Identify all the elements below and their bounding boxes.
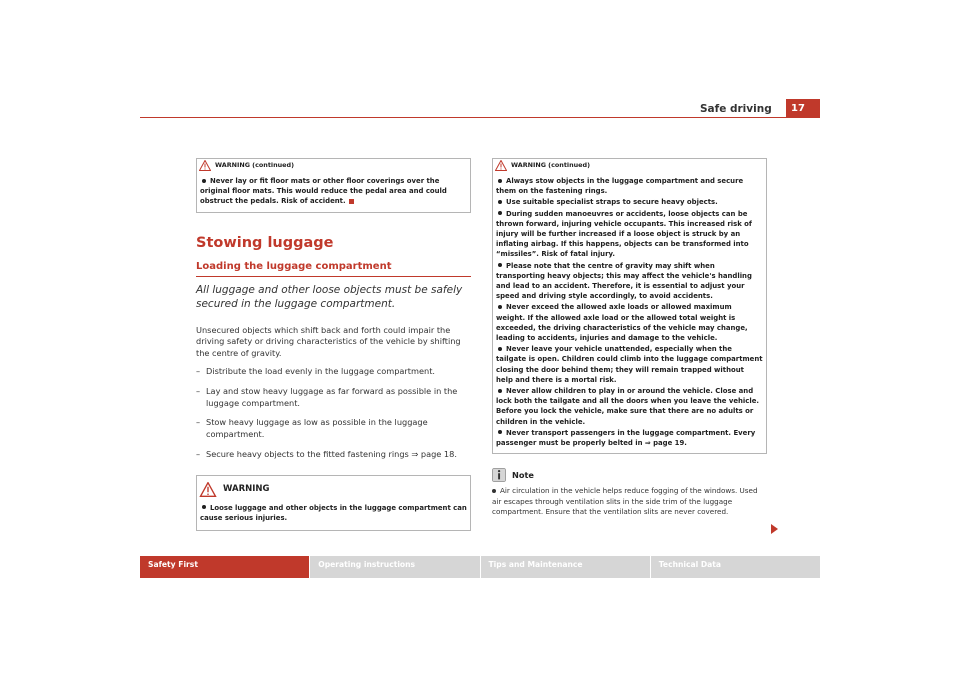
right-column xyxy=(492,158,767,518)
bullet-icon xyxy=(498,211,502,215)
bullet-icon xyxy=(498,430,502,434)
bullet-icon xyxy=(202,179,206,183)
steps-list xyxy=(196,366,471,461)
header-title: Safe driving xyxy=(700,103,772,115)
note-header xyxy=(492,468,767,482)
warning-item xyxy=(496,386,763,427)
footer-nav xyxy=(140,556,820,578)
info-icon xyxy=(492,468,506,482)
bullet-icon xyxy=(492,489,496,493)
warning-header xyxy=(493,158,766,172)
step-text: Stow heavy luggage as low as possible in the luggage compartment. xyxy=(206,417,428,440)
bullet-icon xyxy=(498,179,502,183)
tab-operating-instructions[interactable]: Operating instructions xyxy=(310,556,479,578)
step-text: Distribute the load evenly in the luggage compartment. xyxy=(206,366,436,376)
tab-safety-first[interactable]: Safety First xyxy=(140,556,309,578)
note-text: Air circulation in the vehicle helps reduce fogging of the windows. Used air escapes through ventilation slits in the side trim of the luggage compartment. Ensure that the ventilation slits are never covered. xyxy=(492,486,758,517)
bullet-icon xyxy=(498,305,502,309)
bullet-icon xyxy=(498,263,502,267)
list-item: – Stow heavy luggage as low as possible in the luggage compartment. xyxy=(196,417,471,441)
left-column xyxy=(196,158,471,531)
warning-text: Never leave your vehicle unattended, especially when the tailgate is open. Children could climb into the luggage compartment closing the door behind them; they will remain trapped without help and there is a mortal risk. xyxy=(496,345,763,384)
note-box xyxy=(492,468,767,518)
section-title: Stowing luggage xyxy=(196,234,334,251)
list-item: – Distribute the load evenly in the luggage compartment. xyxy=(196,366,436,376)
warning-body xyxy=(493,172,766,453)
warning-triangle-icon xyxy=(495,160,507,171)
sub-title: Loading the luggage compartment xyxy=(196,261,471,277)
warning-body xyxy=(197,497,470,530)
tab-technical-data[interactable]: Technical Data xyxy=(651,556,820,578)
warning-item xyxy=(496,428,763,448)
warning-text: Never allow children to play in or around the vehicle. Close and lock both the tailgate and all the doors when you leave the vehicle. Before you lock the vehicle, make sure that there are no adults or children in the vehicle. xyxy=(496,387,760,426)
note-body xyxy=(492,486,767,518)
warning-text: Never lay or fit floor mats or other floor coverings over the original floor mats. This would reduce the pedal area and could obstruct the pedals. Risk of accident. xyxy=(200,177,447,206)
warning-item xyxy=(496,344,763,385)
bullet-icon xyxy=(498,200,502,204)
body-text: Unsecured objects which shift back and forth could impair the driving safety or driving characteristics of the vehicle by shifting the centre of gravity. xyxy=(196,324,461,359)
warning-text: Please note that the centre of gravity may shift when transporting heavy objects; this may affect the vehicle's handling and lead to an accident. Therefore, it is essential to adjust your speed and driving style accordingly, to avoid accidents. xyxy=(496,261,752,301)
warning-text-link[interactable]: Never transport passengers in the luggage compartment. Every passenger must be properly belted in ⇒ page 19. xyxy=(496,428,756,448)
warning-triangle-icon xyxy=(199,482,217,497)
warning-item xyxy=(200,503,467,523)
warning-header xyxy=(197,158,470,172)
warning-header xyxy=(197,476,470,497)
warning-continued-box xyxy=(492,158,767,454)
next-page-arrow-icon[interactable] xyxy=(771,524,778,534)
warning-item xyxy=(496,302,763,343)
step-text: Lay and stow heavy luggage as far forward as possible in the luggage compartment. xyxy=(206,385,458,408)
warning-text: Loose luggage and other objects in the luggage compartment can cause serious injuries. xyxy=(200,503,467,522)
warning-item xyxy=(496,209,763,260)
warning-item xyxy=(496,261,763,302)
note-heading: Note xyxy=(512,470,534,481)
warning-heading: WARNING xyxy=(223,484,270,495)
bullet-icon xyxy=(498,389,502,393)
warning-continued-box xyxy=(196,158,471,213)
warning-box xyxy=(196,475,471,531)
warning-body xyxy=(197,172,470,212)
list-item: – Secure heavy objects to the fitted fastening rings ⇒ page 18. xyxy=(196,448,457,459)
tab-tips-and-maintenance[interactable]: Tips and Maintenance xyxy=(481,556,650,578)
warning-triangle-icon xyxy=(199,160,211,171)
warning-item xyxy=(496,197,763,207)
step-text-link[interactable]: Secure heavy objects to the fitted fastening rings ⇒ page 18. xyxy=(206,448,457,459)
bullet-icon xyxy=(202,505,206,509)
end-of-section-icon xyxy=(349,199,354,204)
bullet-icon xyxy=(498,347,502,351)
warning-text: Always stow objects in the luggage compartment and secure them on the fastening rings. xyxy=(496,177,744,196)
warning-text: Never exceed the allowed axle loads or allowed maximum weight. If the allowed axle load or the allowed total weight is exceeded, the driving characteristics of the vehicle may change, leading to accidents, injuries and damage to the vehicle. xyxy=(496,303,748,343)
warning-text: Use suitable specialist straps to secure heavy objects. xyxy=(506,198,718,207)
warning-heading: WARNING (continued) xyxy=(511,161,590,170)
list-item: – Lay and stow heavy luggage as far forward as possible in the luggage compartment. xyxy=(196,386,471,410)
page-number: 17 xyxy=(786,99,820,118)
header-rule xyxy=(140,117,820,118)
lead-text: All luggage and other loose objects must be safely secured in the luggage compartment. xyxy=(196,283,463,310)
warning-text: During sudden manoeuvres or accidents, loose objects can be thrown forward, injuring vehicle occupants. This increased risk of injury will be further increased if a loose object is struck by an inflating airbag. If this happens, objects can be transformed into “missiles”. Risk of fatal injury. xyxy=(496,209,752,259)
warning-item xyxy=(496,176,763,196)
warning-heading: WARNING (continued) xyxy=(215,161,294,170)
warning-item xyxy=(200,176,467,207)
